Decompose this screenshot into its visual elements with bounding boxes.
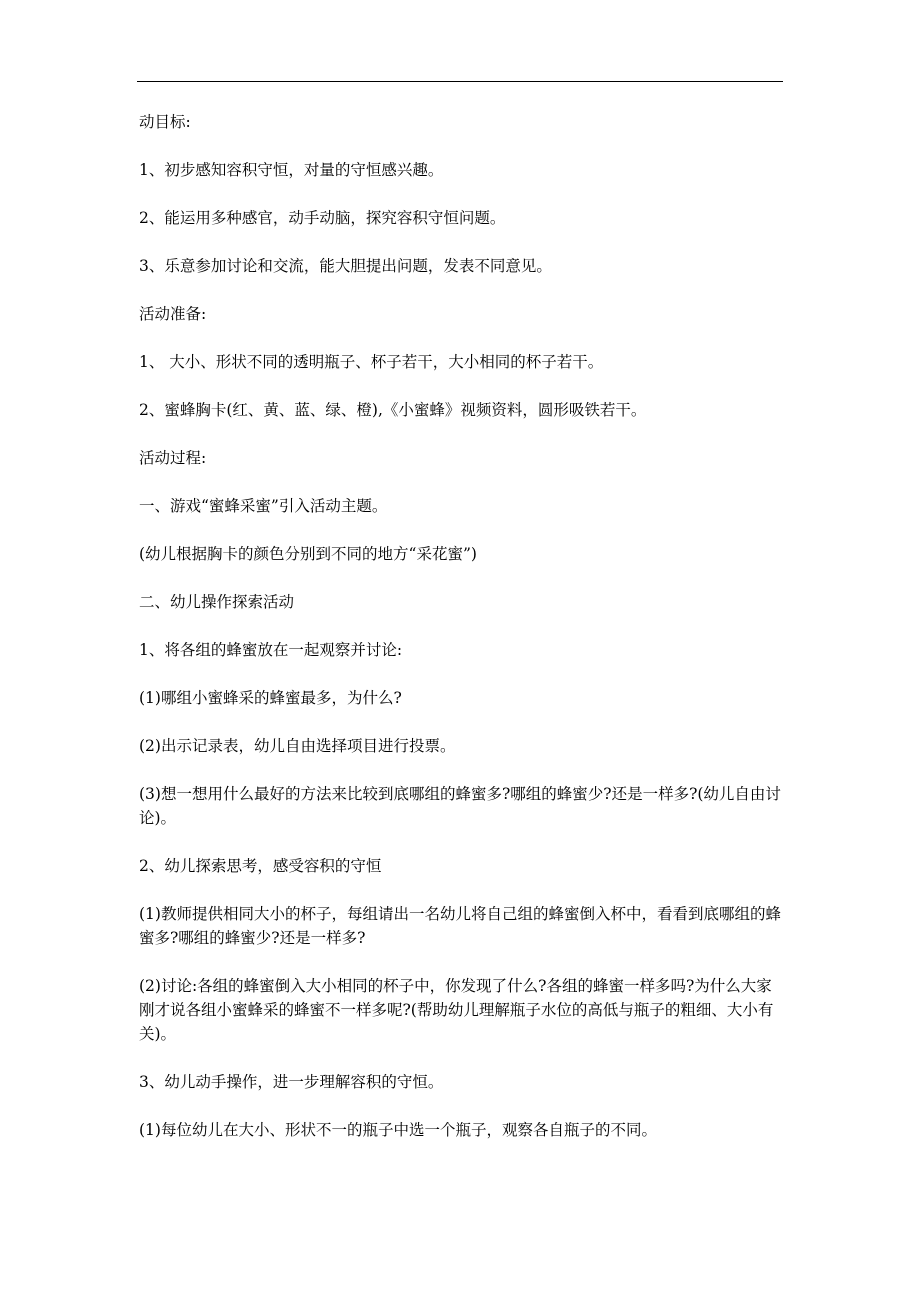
section-heading-goals: 动目标: bbox=[139, 113, 191, 131]
preparation-item-1: 1、 大小、形状不同的透明瓶子、杯子若干，大小相同的杯子若干。 bbox=[139, 353, 604, 371]
goal-item-1: 1、初步感知容积守恒，对量的守恒感兴趣。 bbox=[139, 161, 444, 179]
substep-3-item-1: (1)每位幼儿在大小、形状不一的瓶子中选一个瓶子，观察各自瓶子的不同。 bbox=[139, 1121, 657, 1139]
goal-item-3: 3、乐意参加讨论和交流，能大胆提出问题，发表不同意见。 bbox=[139, 257, 552, 275]
section-heading-process: 活动过程: bbox=[139, 449, 207, 467]
substep-1-item-1: (1)哪组小蜜蜂采的蜂蜜最多，为什么? bbox=[139, 689, 402, 707]
substep-3: 3、幼儿动手操作，进一步理解容积的守恒。 bbox=[139, 1073, 444, 1091]
substep-1: 1、将各组的蜂蜜放在一起观察并讨论: bbox=[139, 641, 403, 659]
preparation-item-2: 2、蜜蜂胸卡(红、黄、蓝、绿、橙),《小蜜蜂》视频资料，圆形吸铁若干。 bbox=[139, 401, 647, 419]
goal-item-2: 2、能运用多种感官，动手动脑，探究容积守恒问题。 bbox=[139, 209, 506, 227]
document-body bbox=[139, 110, 783, 1166]
header-rule bbox=[137, 81, 783, 82]
process-step-2: 二、幼儿操作探索活动 bbox=[139, 593, 295, 611]
substep-1-item-3: (3)想一想用什么最好的方法来比较到底哪组的蜂蜜多?哪组的蜂蜜少?还是一样多?(幼儿自由讨论)。 bbox=[139, 785, 781, 827]
process-step-1: 一、游戏“蜜蜂采蜜”引入活动主题。 bbox=[139, 497, 388, 515]
section-heading-preparation: 活动准备: bbox=[139, 305, 207, 323]
substep-2: 2、幼儿探索思考，感受容积的守恒 bbox=[139, 857, 382, 875]
substep-1-item-2: (2)出示记录表，幼儿自由选择项目进行投票。 bbox=[139, 737, 456, 755]
process-note: (幼儿根据胸卡的颜色分别到不同的地方“采花蜜”) bbox=[139, 545, 477, 563]
substep-2-item-2: (2)讨论:各组的蜂蜜倒入大小相同的杯子中，你发现了什么?各组的蜂蜜一样多吗?为什么大家刚才说各组小蜜蜂采的蜂蜜不一样多呢?(帮助幼儿理解瓶子水位的高低与瓶子的粗细、大小有关)。 bbox=[139, 977, 774, 1043]
substep-2-item-1: (1)教师提供相同大小的杯子，每组请出一名幼儿将自己组的蜂蜜倒入杯中，看看到底哪组的蜂蜜多?哪组的蜂蜜少?还是一样多? bbox=[139, 905, 781, 947]
